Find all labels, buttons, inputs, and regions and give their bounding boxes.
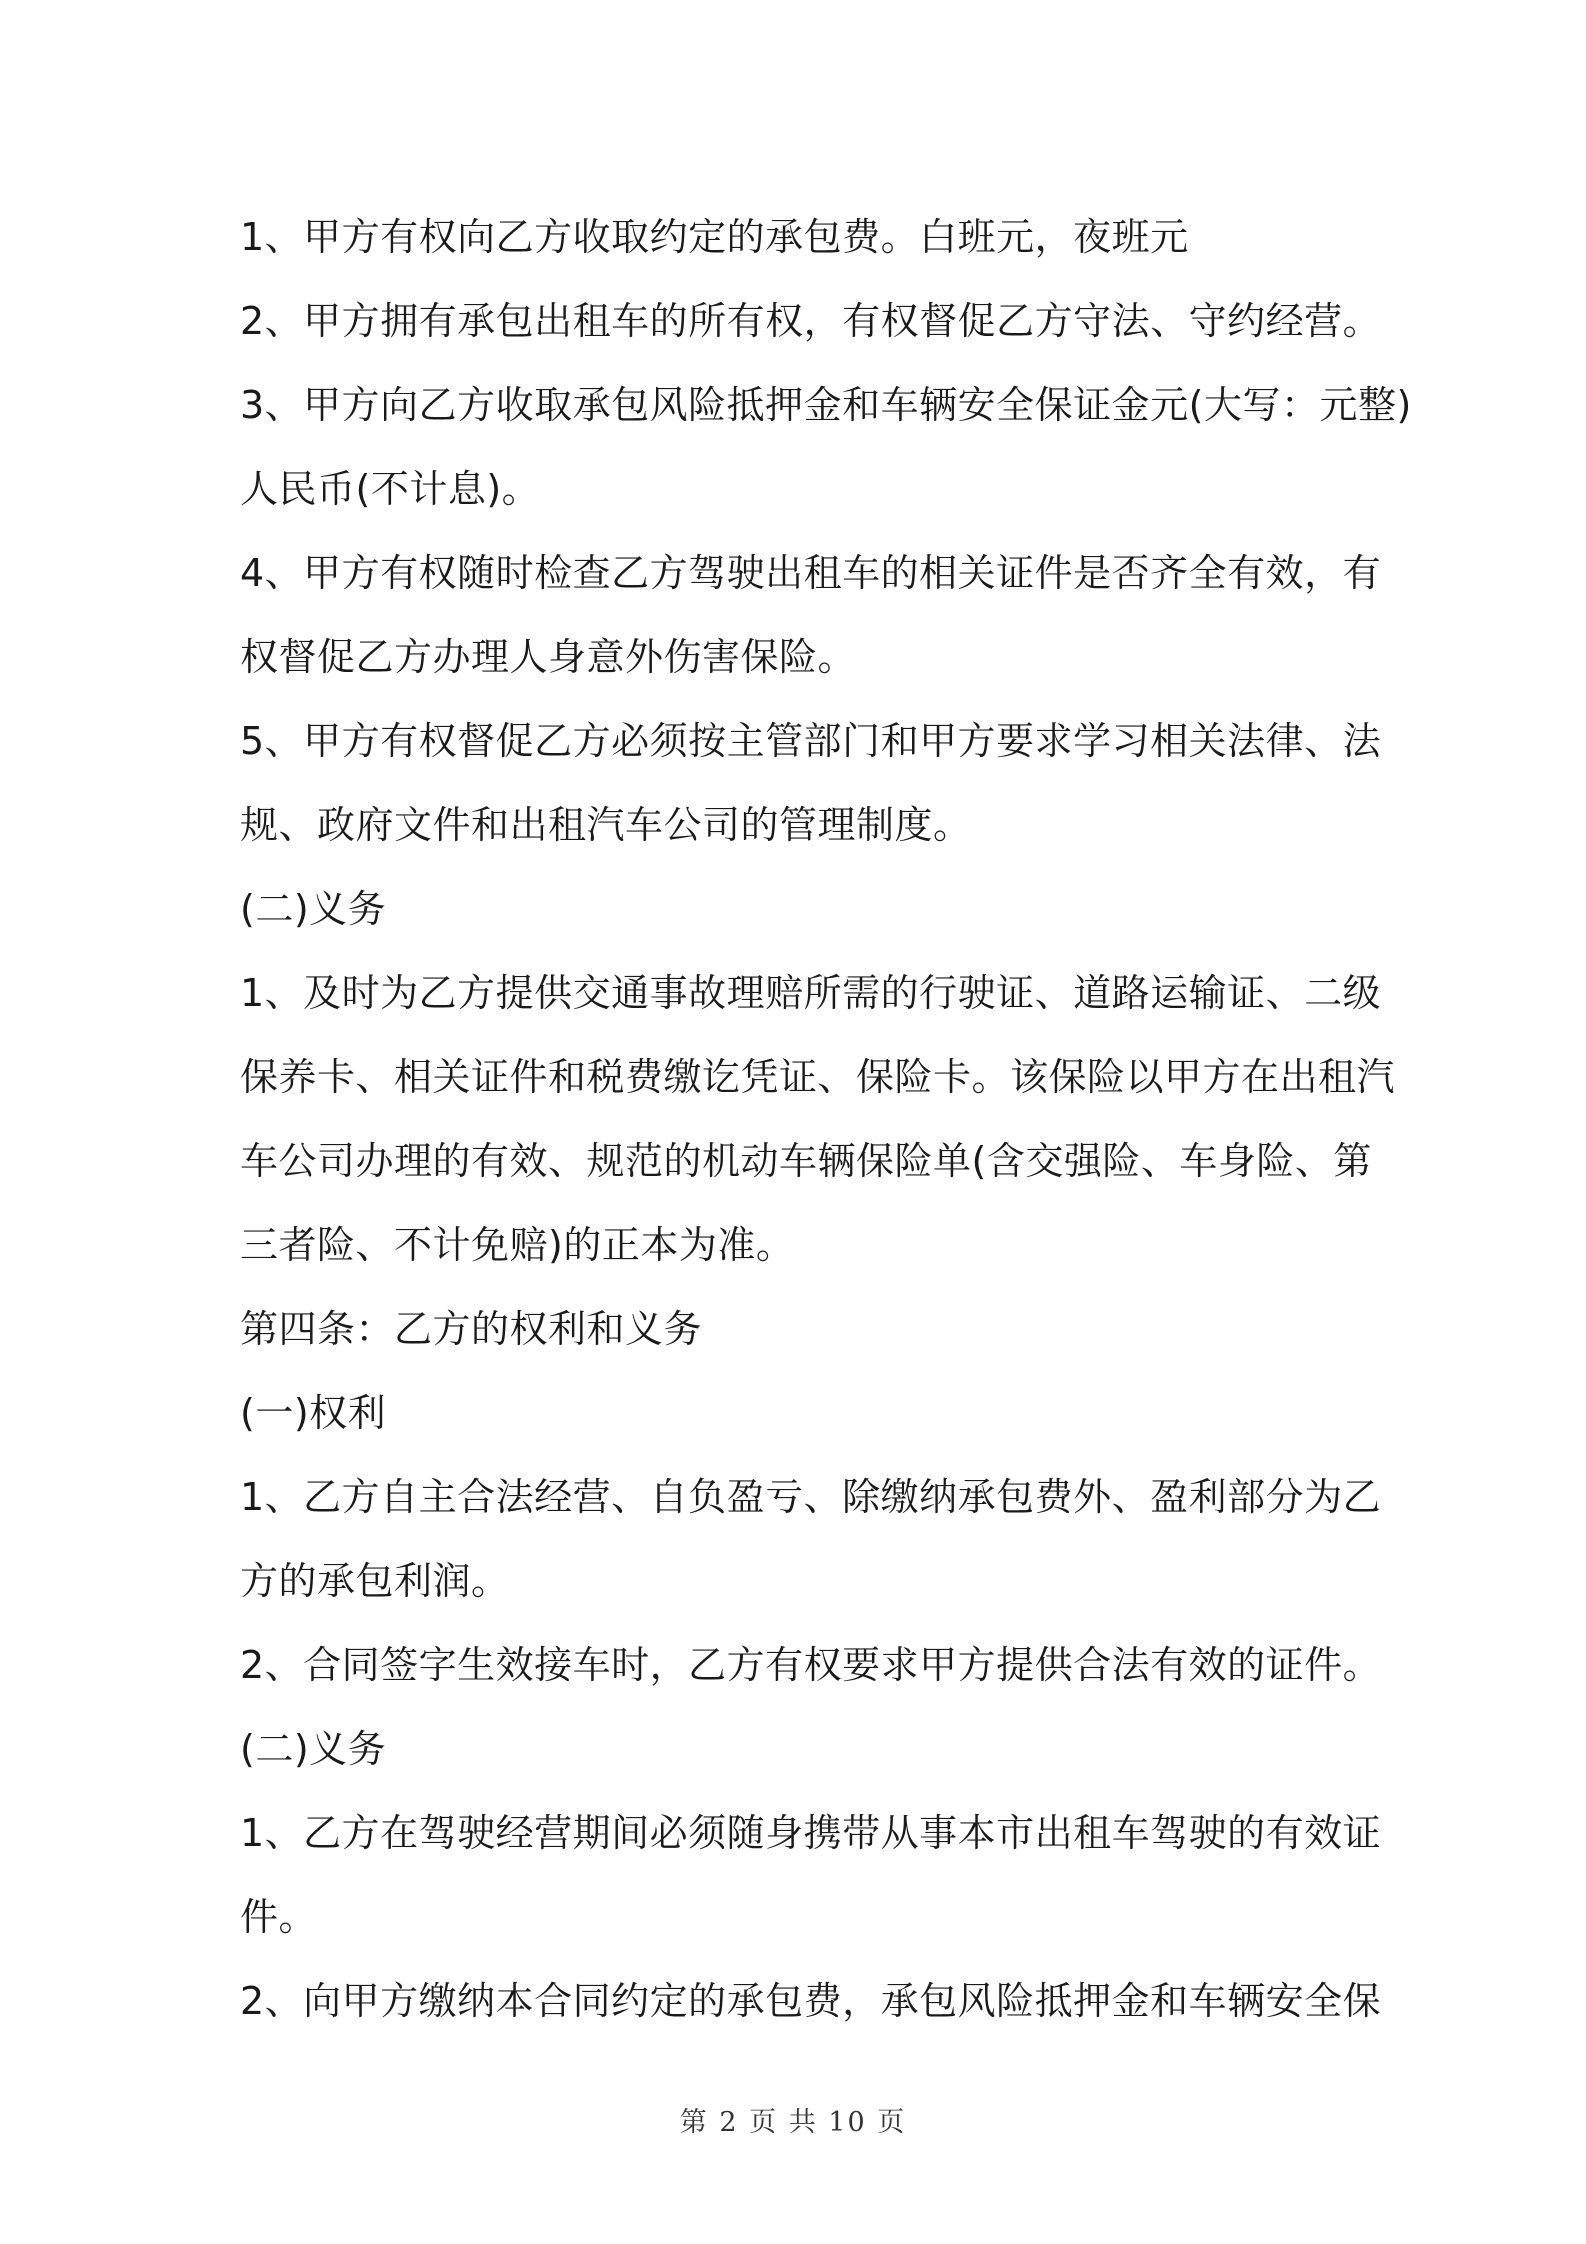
text-line: 权督促乙方办理人身意外伤害保险。 [240,635,857,679]
text-line: 5、甲方有权督促乙方必须按主管部门和甲方要求学习相关法律、法 [240,719,1382,763]
document-body [240,195,1412,2043]
text-line: 保养卡、相关证件和税费缴讫凭证、保险卡。该保险以甲方在出租汽 [240,1055,1396,1099]
text-line: 1、乙方在驾驶经营期间必须随身携带从事本市出租车驾驶的有效证 [240,1811,1382,1855]
text-line: 1、及时为乙方提供交通事故理赔所需的行驶证、道路运输证、二级 [240,971,1382,1015]
text-line: 人民币(不计息)。 [240,467,541,511]
text-line: 2、向甲方缴纳本合同约定的承包费，承包风险抵押金和车辆安全保 [240,1979,1382,2023]
text-line: 2、合同签字生效接车时，乙方有权要求甲方提供合法有效的证件。 [240,1643,1382,1687]
text-line: 3、甲方向乙方收取承包风险抵押金和车辆安全保证金元(大写：元整) [240,383,1412,427]
text-line: 1、乙方自主合法经营、自负盈亏、除缴纳承包费外、盈利部分为乙 [240,1475,1382,1519]
section-heading: (一)权利 [240,1391,387,1435]
text-line: 2、甲方拥有承包出租车的所有权，有权督促乙方守法、守约经营。 [240,299,1382,343]
text-line: 1、甲方有权向乙方收取约定的承包费。白班元，夜班元 [240,215,1189,259]
text-line: 三者险、不计免赔)的正本为准。 [240,1223,795,1267]
text-line: 规、政府文件和出租汽车公司的管理制度。 [240,803,972,847]
text-line: 件。 [240,1895,318,1939]
article-heading: 第四条：乙方的权利和义务 [240,1307,703,1351]
text-line: 4、甲方有权随时检查乙方驾驶出租车的相关证件是否齐全有效，有 [240,551,1382,595]
text-line: 车公司办理的有效、规范的机动车辆保险单(含交强险、车身险、第 [240,1139,1372,1183]
section-heading: (二)义务 [240,1727,387,1771]
section-heading: (二)义务 [240,887,387,931]
text-line: 方的承包利润。 [240,1559,510,1603]
page-number-footer: 第 2 页 共 10 页 [679,2107,907,2138]
